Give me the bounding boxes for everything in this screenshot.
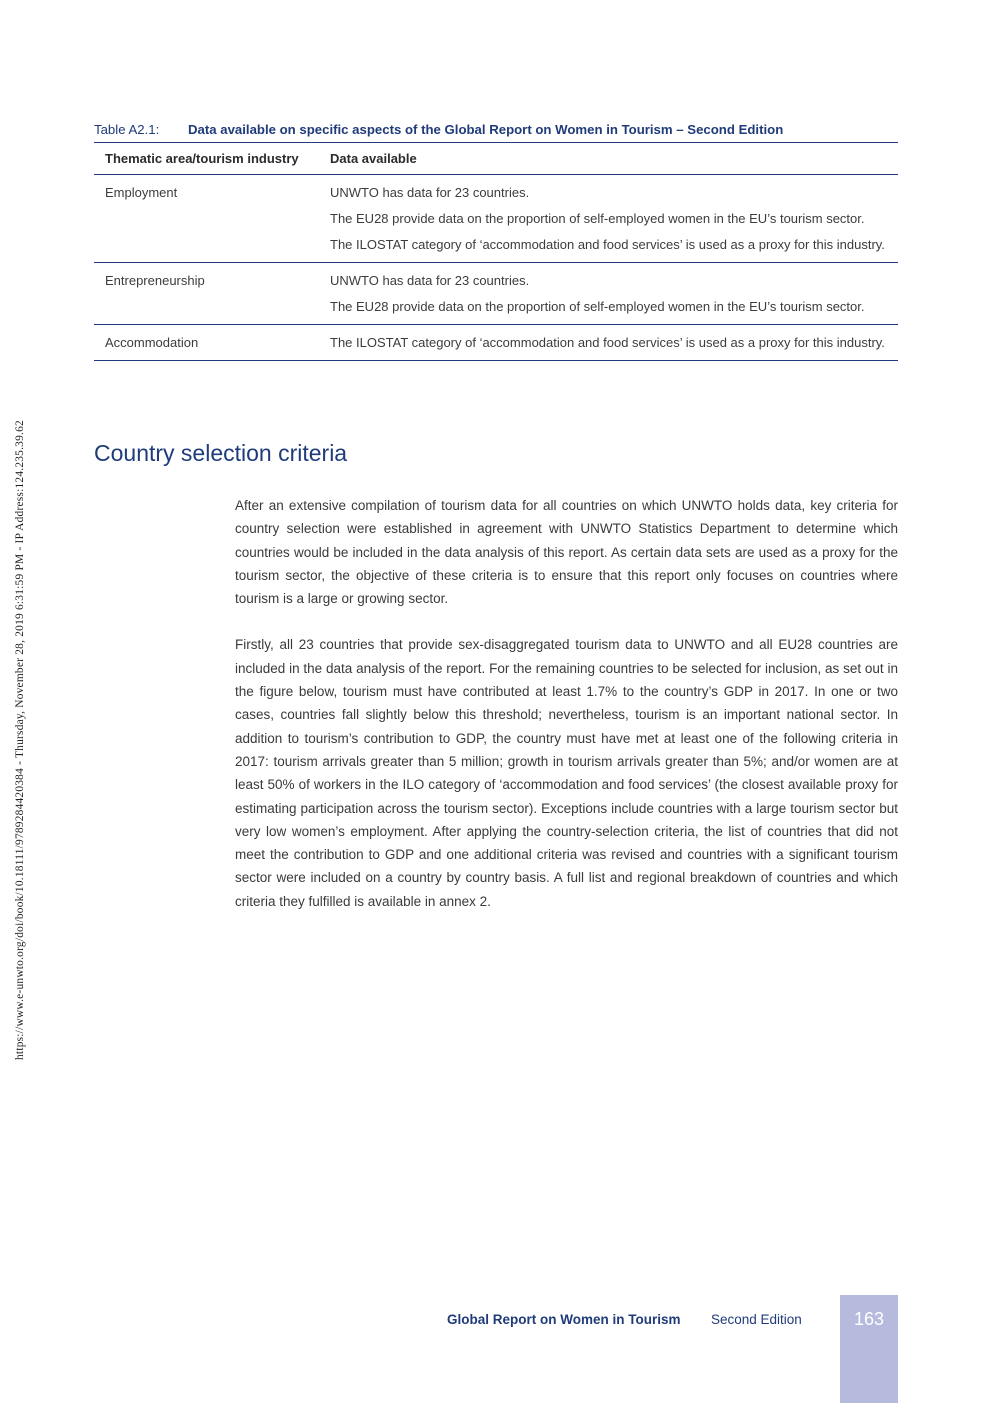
table-row [94, 175, 898, 263]
row-area: Entrepreneurship [94, 263, 319, 325]
page-number-tab [840, 1295, 898, 1403]
data-item: The EU28 provide data on the proportion of self-employed women in the EU’s tourism sector. [330, 211, 865, 226]
data-item: UNWTO has data for 23 countries. [330, 185, 530, 200]
table-row [94, 325, 898, 361]
table-label: Table A2.1: [94, 122, 160, 137]
table-row [94, 263, 898, 325]
table-header-row [94, 143, 898, 175]
table-caption [94, 122, 898, 137]
column-header-data: Data available [319, 143, 898, 175]
data-item: The EU28 provide data on the proportion of self-employed women in the EU’s tourism sector. [330, 299, 865, 314]
footer-edition: Second Edition [711, 1312, 802, 1327]
table-title: Data available on specific aspects of the Global Report on Women in Tourism – Second Edition [188, 122, 784, 137]
data-item: The ILOSTAT category of ‘accommodation and food services’ is used as a proxy for this industry. [330, 335, 885, 350]
row-data [319, 175, 898, 263]
data-table [94, 142, 898, 361]
row-area: Employment [94, 175, 319, 263]
row-data [319, 325, 898, 361]
paragraph: Firstly, all 23 countries that provide sex-disaggregated tourism data to UNWTO and all EU28 countries are included in the data analysis of the report. For the remaining countries to be selected for inclusion, as set out in the figure below, tourism must have contributed at least 1.7% to the country’s GDP in 2017. In one or two cases, countries fall slightly below this threshold; nevertheless, tourism is an important national sector. In addition to tourism’s contribution to GDP, the country must have met at least one of the following criteria in 2017: tourism arrivals greater than 5 million; growth in tourism arrivals greater than 5%; and/or women are at least 50% of workers in the ILO category of ‘accommodation and food services’ (the closest available proxy for estimating participation across the tourism sector). Exceptions include countries with a large tourism sector but very low women’s employment. After applying the country-selection criteria, the list of countries that did not meet the contribution to GDP and one additional criteria was revised and countries with a significant tourism sector were included on a country by country basis. A full list and regional breakdown of countries and which criteria they fulfilled is available in annex 2. [235, 637, 898, 909]
section-body [235, 494, 898, 936]
row-area: Accommodation [94, 325, 319, 361]
row-data [319, 263, 898, 325]
footer-report-title: Global Report on Women in Tourism [447, 1312, 681, 1327]
side-watermark-text: https://www.e-unwto.org/doi/book/10.18111/9789284420384 - Thursday, November 28, 2019 6:31:59 PM - IP Address:124.235.39.62 [14, 420, 26, 1060]
page-number: 163 [853, 1309, 885, 1329]
data-item: The ILOSTAT category of ‘accommodation and food services’ is used as a proxy for this industry. [330, 237, 885, 252]
paragraph: After an extensive compilation of tourism data for all countries on which UNWTO holds data, key criteria for country selection were established in agreement with UNWTO Statistics Department to determine which countries would be included in the data analysis of this report. As certain data sets are used as a proxy for the tourism sector, the objective of these criteria is to ensure that this report only focuses on countries where tourism is a large or growing sector. [235, 498, 898, 607]
column-header-area: Thematic area/tourism industry [94, 143, 319, 175]
side-watermark [0, 340, 26, 1060]
data-item: UNWTO has data for 23 countries. [330, 273, 530, 288]
section-heading: Country selection criteria [94, 440, 348, 466]
